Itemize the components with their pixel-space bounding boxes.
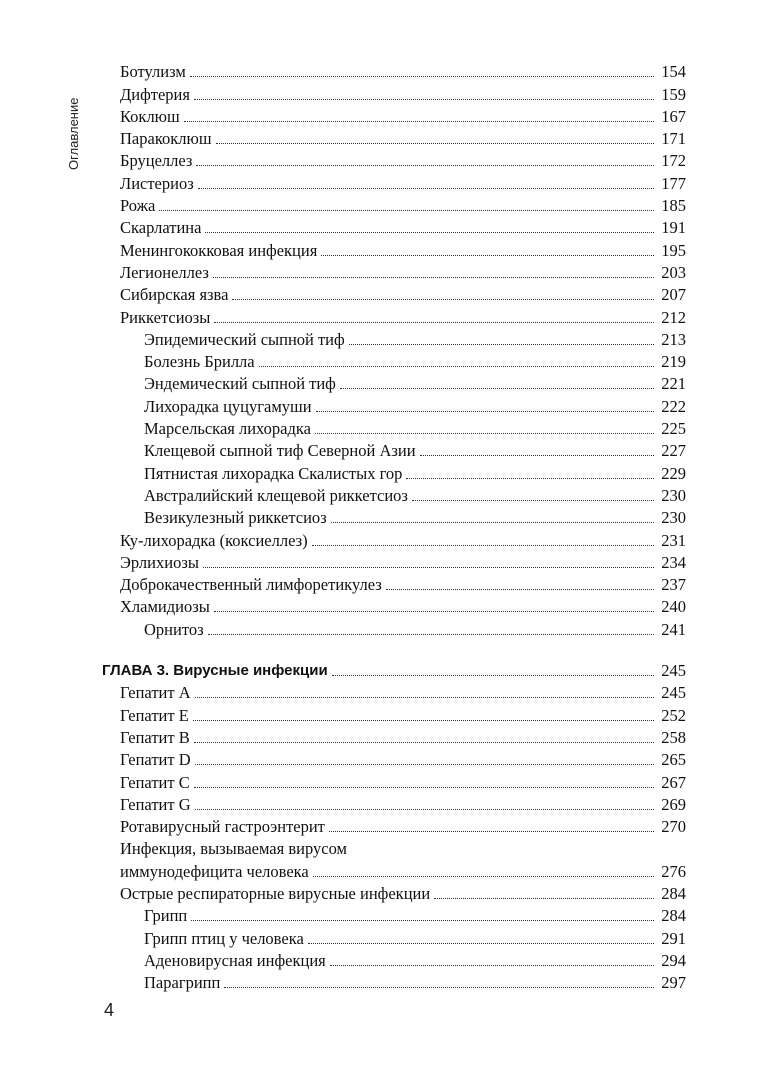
toc-entry[interactable] — [120, 350, 686, 372]
toc-entry-title: Эпидемический сыпной тиф — [144, 329, 345, 349]
toc-entry-title: Ку-лихорадка (коксиеллез) — [120, 530, 308, 550]
toc-entry-page: 177 — [661, 173, 686, 193]
toc-entry-page: 241 — [661, 619, 686, 639]
toc-entry-title: Грипп — [144, 906, 188, 926]
toc-entry-title: Болезнь Брилла — [144, 352, 255, 372]
toc-entry-page: 240 — [661, 597, 686, 617]
toc-entry[interactable] — [120, 971, 686, 993]
toc-group-end — [120, 882, 686, 993]
toc-entry[interactable] — [120, 484, 686, 506]
toc-entry-title: Орнитоз — [144, 619, 204, 639]
toc-entry-title: Ротавирусный гастроэнтерит — [120, 817, 325, 837]
toc-entry-page: 252 — [661, 705, 686, 725]
toc-entry-page: 207 — [661, 285, 686, 305]
toc-entry-page: 154 — [661, 62, 686, 82]
toc-entry[interactable] — [120, 394, 686, 416]
toc-entry-title: Австралийский клещевой риккетсиоз — [144, 485, 408, 505]
toc-entry[interactable] — [120, 703, 686, 725]
toc-leader — [195, 809, 654, 810]
toc-leader — [340, 388, 654, 389]
toc-leader — [420, 455, 654, 456]
toc-entry[interactable] — [120, 793, 686, 815]
toc-leader — [232, 299, 654, 300]
toc-entry-title: Доброкачественный лимфоретикулез — [120, 575, 382, 595]
toc-entry-page: 219 — [661, 352, 686, 372]
toc-entry[interactable] — [120, 82, 686, 104]
toc-leader — [406, 478, 654, 479]
toc-entry-title: Грипп птиц у человека — [144, 928, 304, 948]
toc-entry-page: 221 — [661, 374, 686, 394]
toc-entry[interactable] — [120, 681, 686, 703]
toc-entry-title: Лихорадка цуцугамуши — [144, 396, 312, 416]
toc-leader — [214, 322, 654, 323]
toc-entry-page: 234 — [661, 552, 686, 572]
toc-leader — [349, 344, 654, 345]
toc-entry-page: 212 — [661, 307, 686, 327]
toc-entry[interactable] — [120, 573, 686, 595]
toc-entry-page: 227 — [661, 441, 686, 461]
toc-entry-title: Ботулизм — [120, 62, 186, 82]
toc-entry-title: Бруцеллез — [120, 151, 193, 171]
toc-entry-page: 276 — [661, 861, 686, 881]
toc-entry-title: Эндемический сыпной тиф — [144, 374, 336, 394]
toc-entry-title: Легионеллез — [120, 262, 209, 282]
toc-entry-title: Коклюш — [120, 106, 180, 126]
toc-leader — [321, 255, 654, 256]
toc-entry-page: 231 — [661, 530, 686, 550]
toc-entry[interactable] — [120, 372, 686, 394]
toc-entry[interactable] — [120, 726, 686, 748]
toc-entry[interactable] — [120, 439, 686, 461]
toc-entry-page: 203 — [661, 262, 686, 282]
toc-group-chapter — [120, 681, 686, 837]
toc-chapter-page: 245 — [661, 661, 686, 681]
toc-leader — [198, 188, 654, 189]
toc-leader — [190, 76, 654, 77]
toc-entry-title: Гепатит D — [120, 750, 191, 770]
page-number: 4 — [104, 1000, 115, 1020]
toc-entry[interactable] — [120, 216, 686, 238]
toc-entry-page: 213 — [661, 329, 686, 349]
toc-entry-title: Скарлатина — [120, 218, 202, 238]
toc-entry-page: 195 — [661, 240, 686, 260]
toc-entry[interactable] — [120, 595, 686, 617]
toc-entry[interactable] — [120, 283, 686, 305]
toc-entry[interactable] — [120, 461, 686, 483]
toc-entry-page: 171 — [661, 129, 686, 149]
toc-leader — [386, 589, 654, 590]
toc-leader — [159, 210, 654, 211]
toc-entry[interactable] — [120, 748, 686, 770]
toc-chapter-title: ГЛАВА 3. Вирусные инфекции — [102, 662, 328, 680]
toc-leader — [259, 366, 654, 367]
toc-leader — [208, 634, 654, 635]
toc-entry[interactable] — [120, 127, 686, 149]
toc-entry-title: Паракоклюш — [120, 129, 212, 149]
toc-entry-line — [120, 837, 686, 859]
toc-leader — [313, 876, 654, 877]
toc-entry[interactable] — [120, 528, 686, 550]
toc-entry-page: 191 — [661, 218, 686, 238]
toc-entry-title-line2: иммунодефицита человека — [120, 861, 309, 881]
toc-entry[interactable] — [120, 949, 686, 971]
toc-entry[interactable] — [120, 261, 686, 283]
toc-entry-title: Острые респираторные вирусные инфекции — [120, 883, 431, 903]
toc-entry-title: Менингококковая инфекция — [120, 240, 318, 260]
toc-entry-page: 230 — [661, 508, 686, 528]
toc-entry-title: Риккетсиозы — [120, 307, 211, 327]
toc-entry-page: 294 — [661, 950, 686, 970]
toc-leader — [332, 675, 654, 676]
toc-entry-title: Листериоз — [120, 173, 194, 193]
toc-entry-page: 284 — [661, 906, 686, 926]
toc-entry-title: Пятнистая лихорадка Скалистых гор — [144, 463, 403, 483]
toc-entry-title: Клещевой сыпной тиф Северной Азии — [144, 441, 416, 461]
toc-leader — [194, 742, 654, 743]
toc-leader — [193, 720, 654, 721]
toc-leader — [195, 697, 654, 698]
toc-leader — [315, 433, 654, 434]
toc-entry[interactable] — [120, 238, 686, 260]
toc-entry-title: Рожа — [120, 196, 156, 216]
toc-leader — [329, 831, 654, 832]
toc-entry[interactable] — [120, 551, 686, 573]
toc-entry[interactable] — [120, 904, 686, 926]
toc-leader — [412, 500, 654, 501]
toc-entry-title: Гепатит E — [120, 705, 189, 725]
toc-entry[interactable] — [120, 105, 686, 127]
toc-entry-title: Аденовирусная инфекция — [144, 950, 326, 970]
toc-entry-page: 185 — [661, 196, 686, 216]
toc-chapter-heading[interactable] — [102, 659, 686, 681]
toc-leader — [224, 987, 654, 988]
toc-leader — [184, 121, 654, 122]
running-header-contents: Оглавление — [66, 97, 81, 170]
toc-group-top — [120, 60, 686, 640]
toc-entry-page: 222 — [661, 396, 686, 416]
toc-leader — [316, 411, 654, 412]
toc-entry-title: Дифтерия — [120, 84, 190, 104]
toc-entry[interactable] — [120, 417, 686, 439]
toc-leader — [214, 611, 654, 612]
toc-leader — [203, 567, 654, 568]
toc-entry-title: Парагрипп — [144, 973, 221, 993]
toc-entry-hiv[interactable] — [120, 837, 686, 882]
toc-entry-page: 270 — [661, 817, 686, 837]
toc-entry-page: 167 — [661, 106, 686, 126]
toc-entry[interactable] — [120, 149, 686, 171]
toc-entry-page: 237 — [661, 575, 686, 595]
toc-entry[interactable] — [120, 328, 686, 350]
toc-entry-page: 265 — [661, 750, 686, 770]
toc-leader — [330, 965, 654, 966]
toc-entry[interactable] — [120, 171, 686, 193]
toc-entry-title: Гепатит A — [120, 683, 191, 703]
toc-entry-title: Гепатит G — [120, 794, 191, 814]
toc-entry[interactable] — [120, 506, 686, 528]
toc-entry-title: Эрлихиозы — [120, 552, 199, 572]
toc-leader — [331, 522, 654, 523]
toc-entry[interactable] — [120, 815, 686, 837]
toc-leader — [196, 165, 654, 166]
toc-leader — [213, 277, 654, 278]
toc-entry-page: 229 — [661, 463, 686, 483]
toc-entry-title: Сибирская язва — [120, 285, 229, 305]
toc-entry-title: Хламидиозы — [120, 597, 210, 617]
toc-entry-page: 297 — [661, 973, 686, 993]
toc-entry-title-line1: Инфекция, вызываемая вирусом — [120, 839, 347, 859]
toc-entry[interactable] — [120, 617, 686, 639]
toc-entry[interactable] — [120, 770, 686, 792]
toc-leader — [308, 943, 654, 944]
table-of-contents — [102, 60, 686, 993]
toc-entry-page: 230 — [661, 485, 686, 505]
toc-leader — [312, 545, 654, 546]
toc-leader — [195, 764, 654, 765]
toc-entry[interactable] — [120, 60, 686, 82]
toc-entry-page: 291 — [661, 928, 686, 948]
toc-entry-title: Марсельская лихорадка — [144, 419, 311, 439]
toc-entry[interactable] — [120, 194, 686, 216]
toc-entry-title: Гепатит C — [120, 772, 190, 792]
toc-entry-page: 269 — [661, 794, 686, 814]
toc-entry-page: 245 — [661, 683, 686, 703]
toc-entry[interactable] — [120, 926, 686, 948]
toc-entry-page: 267 — [661, 772, 686, 792]
toc-entry-page: 284 — [661, 883, 686, 903]
toc-leader — [194, 787, 654, 788]
toc-entry-title: Гепатит B — [120, 727, 190, 747]
toc-entry-title: Везикулезный риккетсиоз — [144, 508, 327, 528]
toc-leader — [191, 920, 654, 921]
toc-leader — [194, 99, 654, 100]
toc-entry-page: 258 — [661, 727, 686, 747]
toc-entry-page: 225 — [661, 419, 686, 439]
toc-leader — [216, 143, 654, 144]
toc-entry[interactable] — [120, 305, 686, 327]
toc-entry[interactable] — [120, 882, 686, 904]
toc-entry-page: 172 — [661, 151, 686, 171]
toc-entry-page: 159 — [661, 84, 686, 104]
toc-leader — [205, 232, 654, 233]
toc-entry — [120, 859, 686, 881]
toc-leader — [434, 898, 654, 899]
